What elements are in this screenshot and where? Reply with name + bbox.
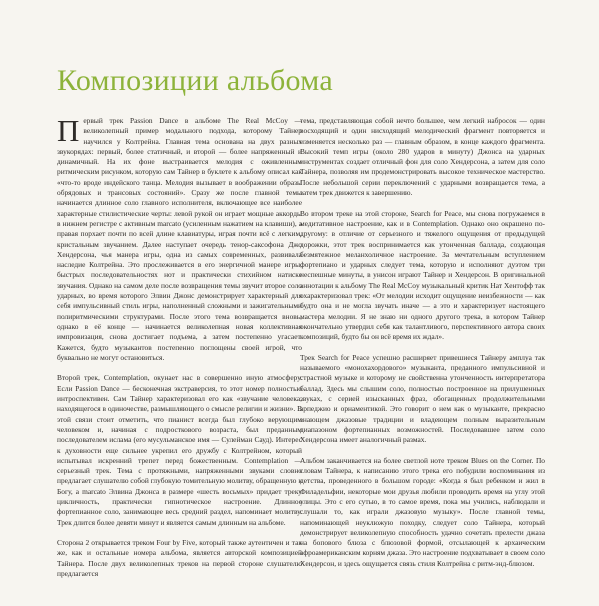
paragraph — [57, 113, 302, 363]
paragraph: Второй трек, Contemplation, окунает нас в совершенно иную атмосферу. Если Passion Dance — бесконечная экстраверсия, то этот номер полностью интроспективен. Сам Тайнер характеризовал его как «звучание человека, находящегося в одиночестве, размышляющего о смысле религии и жизни». В этой связи стоит отметить, что пианист всегда был глубоко верующим человеком и, начиная с подросткового возраста, был преданным последователем ислама (его мусульманское имя — Сулейман Сауд). Интерес к духовности еще сильнее укрепил его дружбу с Колтрейном, который испытывал искренний трепет перед божественным. Contemplation — серьезный трек. Тема с протяжными, напряженными звуками словно предлагает слушателю собой глубокую томительную молитву, обращенную к Богу, а marcato Элвина Джонса в размере «шесть восьмых» придает треку цикличность, практически гипнотическое настроение. Длинное фортепианное соло, занимающее весь средний раздел, напоминает молитву. Трек длится более девяти минут и является самым длинным на альбоме. — [57, 373, 302, 527]
paragraph: Сторона 2 открывается треком Four by Five, который также аутентичен и так же, как и остальные номера альбома, является авторской композицией Тайнера. После двух великолепных треков на первой стороне слушателю предлагается — [57, 538, 302, 579]
right-column — [300, 116, 545, 579]
left-column — [57, 113, 302, 590]
paragraph: тема, представляющая собой нечто большее, чем легкий набросок — один восходящий и один нисходящий мелодический фрагмент повторяется и изменяется несколько раз — главным образом, в конце каждого фрагмента. Высокий темп игры (около 280 ударов в минуту) Джонса на ударных инструментах создает отличный фон для соло Хендерсона, а затем для соло Тайнера, позволяя им продемонстрировать высокое техническое мастерство. После небольшой серии переключений с ударными возвращается тема, а затем трек движется к завершению. — [300, 116, 545, 198]
paragraph: Альбом заканчивается на более светлой ноте треком Blues on the Corner. По словам Тайнера, к написанию этого трека его побудили воспоминания из детства, проведенного в большом городе: «Когда я был ребенком и жил в Филадельфии, некоторые мои друзья любили проводить время на углу этой улицы. Это с его сутью, в то самое время, пока мы учились, наблюдали и слушали то, как играли джазовую музыку». После главной темы, напоминающей неуклюжую походку, следует соло Тайнера, который демонстрирует великолепную способность удачно сочетать прелести джаза на бопового блюза с блюзовой формой, отсылающей к архаическим афроамериканским корням джаза. Это настроение подхватывает в своем соло Хендерсон, и здесь ощущается связь стиля Колтрейна с ритм-энд-блюзом. — [300, 455, 545, 568]
paragraph: Трек Search for Peace успешно расширяет привешиеся Тайнеру амплуа так называемого «монохахордового» музыканта, преданного импульсивной и страстной музыке и которому не свойственна утонченность интерпретатора баллад. Здесь мы слышим соло, полностью построенное на прилушенных звуках, с серией изысканных фраз, обогащенных продолжительными арпеджио и орнаментикой. Это говорит о нем как о музыканте, прекрасно знающем джазовые традиции и владеющем полным выразительным диапазоном фортепианных возможностей. Последовавшее затем соло Хендерсона имеет аналогичный размах. — [300, 352, 545, 445]
drop-cap: П — [57, 113, 80, 148]
paragraph: Во втором треке на этой стороне, Search for Peace, мы снова погружаемся в медитативное настроение, как и в Contemplation. Однако оно окрашено по-другому: в отличие от серьезного и тяжелого ощущения от предыдущей дорожки, этот трек воспринимается как утонченная баллада, создающая безмятежное меланхоличное настроение. За мечтательным вступлением фортепиано и ударных следует тема, которую и исполняют дуэтом три неспешные минуты, в унисон играют Тайнер и Хендерсон. В оригинальной аннотации к альбому The Real McCoy музыкальный критик Нат Хентофф так охарактеризовал трек: «От мелодии исходит ощущение неизбежности — как будто она и не могла звучать иначе — а это и характеризует настоящего мастера мелодии. Я не знаю ни одного другого трека, в котором Тайнер окончательно утвердил себя как талантливого, перспективного автора своих композиций, будто бы он всё время их ждал». — [300, 208, 545, 342]
paragraph-text: ервый трек Passion Dance в альбоме The Real McCoy — великолепный пример модального подхода, которому Тайнер научился у Колтрейна. Главная тема основана на двух разных звукорядах: первый, более статичный, и второй — более напряженный и динамичный. На их фоне выстраивается мелодия с оживленным ритмическим рисунком, которую сам Тайнер в буклете к альбому описал как «что-то вроде индейского танца. Мелодия вызывает в воображении образы обрядовых и трансовых состояний». Сразу же после главной темы начинается длинное соло главного исполнителя, включающее все наиболее характерные стилистические черты: левой рукой он играет мощные аккорды в нижнем регистре с активным marcato (усиленным нажатием на клавиши), а правая порхает почти по всей длине клавиатуры, играя почти всё с легким, кристальным звучанием. Далее наступает очередь тенор-саксофона Джо Хендерсона, чья манера игры, одна из самых современных, развивала наследие Колтрейна. Это прослеживается в его энергичной манере игры, быстрых последовательностях нот и практически стихийном натиске звучания. Однако на самом деле после возвращения темы звучит второе соло ударных, во время которого Элвин Джонс демонстрирует характерный для себя импульсивный стиль игры, наполненный сложными и зажигательными полиритмическими структурами. После этого тема возвращается вновь, однако в её конце — начинается великолепная новая коллективная импровизация, снова достигает подъема, а затем постепенно угасает. Кажется, будто музыкантов постепенно поглощены своей игрой, что буквально не могут остановиться. — [57, 116, 302, 362]
page-title: Композиции альбома — [57, 64, 333, 97]
